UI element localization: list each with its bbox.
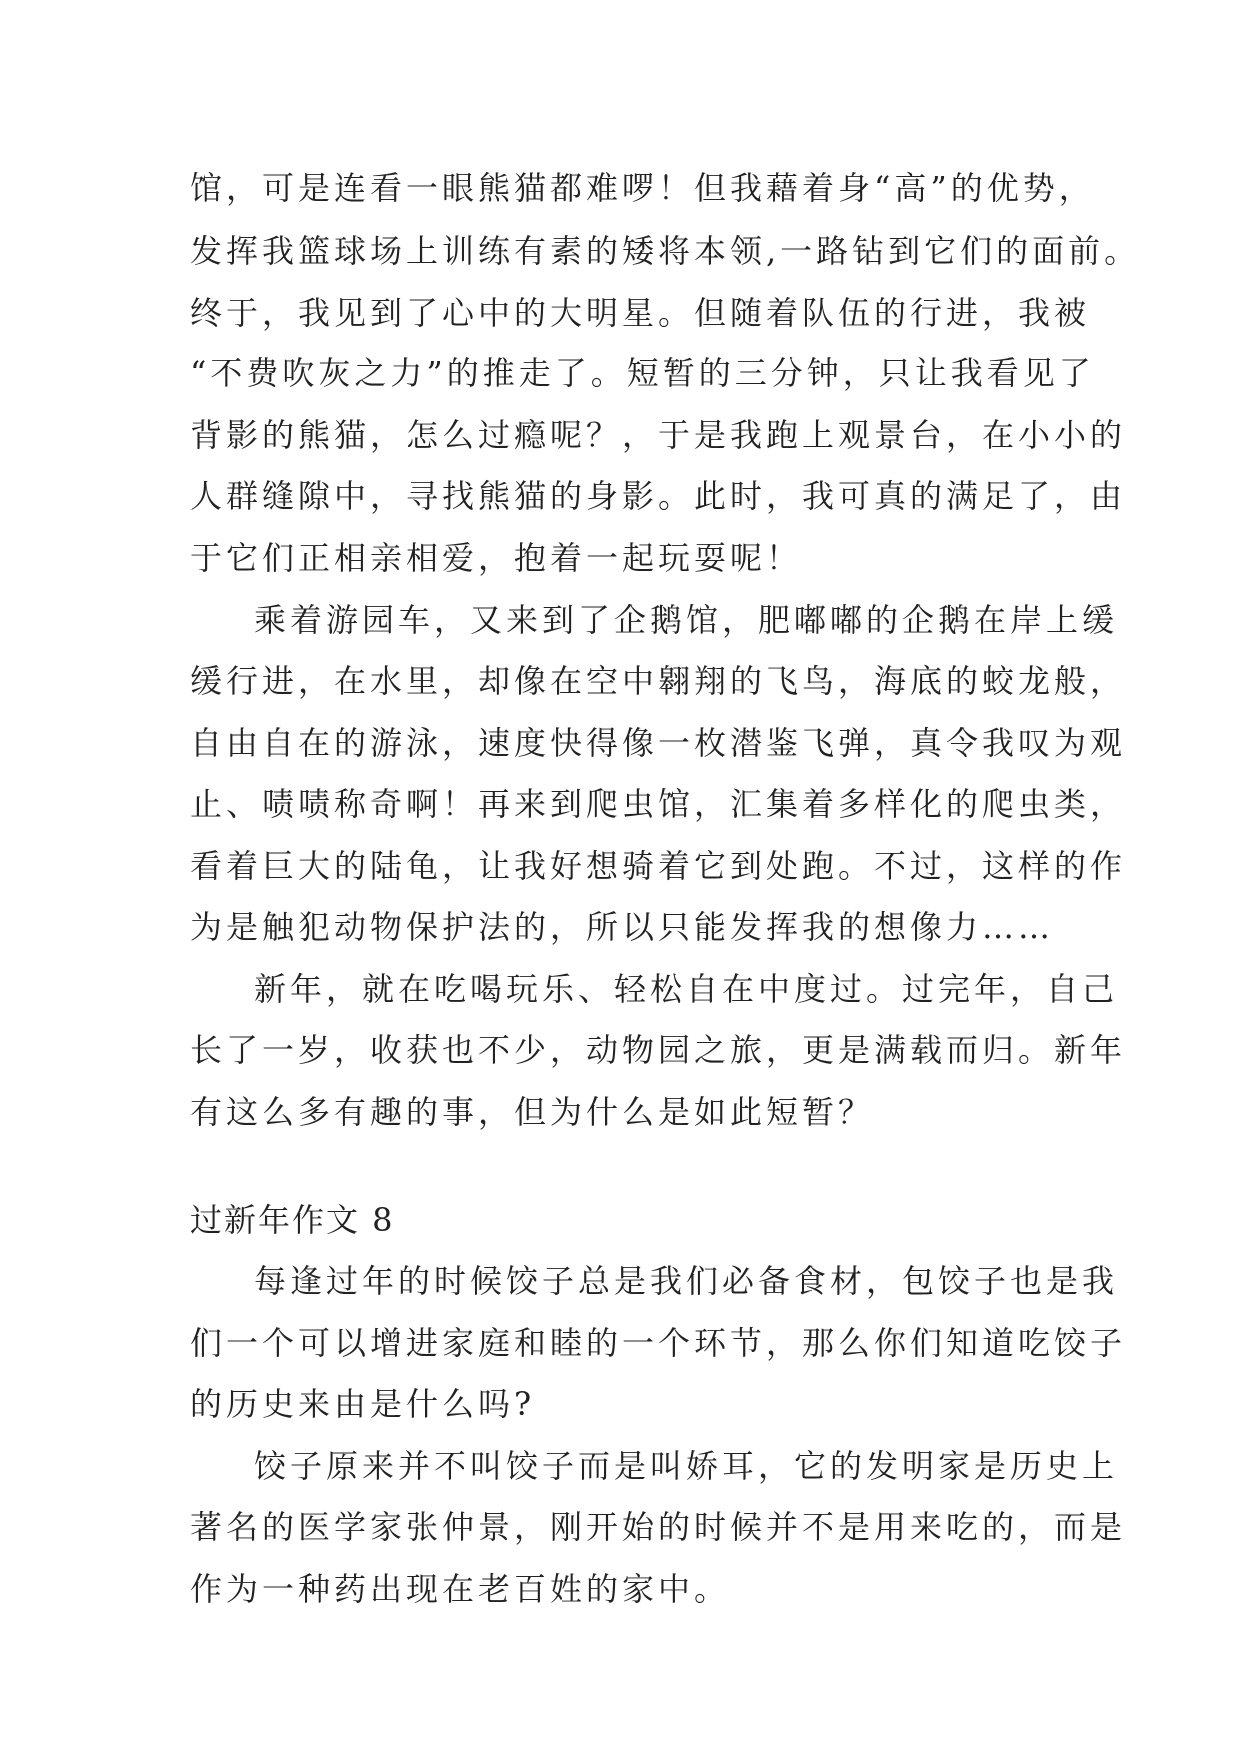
text-line: 人群缝隙中，寻找熊猫的身影。此时，我可真的满足了，由 bbox=[190, 477, 1127, 515]
text-line: 看着巨大的陆龟，让我好想骑着它到处跑。不过，这样的作 bbox=[190, 847, 1127, 885]
text-line: 饺子原来并不叫饺子而是叫娇耳，它的发明家是历史上 bbox=[254, 1447, 1119, 1485]
text-line: 的历史来由是什么吗? bbox=[190, 1385, 536, 1423]
text-line: 发挥我篮球场上训练有素的矮将本领,一路钻到它们的面前。 bbox=[190, 232, 1141, 270]
text-line: “不费吹灰之力”的推走了。短暂的三分钟，只让我看见了 bbox=[190, 354, 1095, 392]
text-line: 为是触犯动物保护法的，所以只能发挥我的想像力…… bbox=[190, 908, 1055, 946]
text-line: 新年，就在吃喝玩乐、轻松自在中度过。过完年，自己 bbox=[254, 970, 1119, 1008]
text-line: 馆，可是连看一眼熊猫都难啰！但我藉着身“高”的优势， bbox=[190, 169, 1095, 207]
text-line: 终于，我见到了心中的大明星。但随着队伍的行进，我被 bbox=[190, 294, 1091, 332]
text-line: 每逢过年的时候饺子总是我们必备食材，包饺子也是我 bbox=[254, 1262, 1119, 1300]
text-line: 乘着游园车，又来到了企鹅馆，肥嘟嘟的企鹅在岸上缓 bbox=[254, 601, 1119, 639]
text-line: 作为一种药出现在老百姓的家中。 bbox=[190, 1570, 731, 1608]
text-line: 们一个可以增进家庭和睦的一个环节，那么你们知道吃饺子 bbox=[190, 1324, 1127, 1362]
text-line: 背影的熊猫，怎么过瘾呢？，于是我跑上观景台，在小小的 bbox=[190, 416, 1127, 454]
text-line: 自由自在的游泳，速度快得像一枚潜鉴飞弹，真令我叹为观 bbox=[190, 724, 1127, 762]
text-line: 止、啧啧称奇啊！再来到爬虫馆，汇集着多样化的爬虫类， bbox=[190, 785, 1127, 823]
text-line: 著名的医学家张仲景，刚开始的时候并不是用来吃的，而是 bbox=[190, 1508, 1127, 1546]
text-line: 缓行进，在水里，却像在空中翱翔的飞鸟，海底的蛟龙般， bbox=[190, 662, 1127, 700]
text-line: 于它们正相亲相爱，抱着一起玩耍呢！ bbox=[190, 539, 803, 577]
text-line: 有这么多有趣的事，但为什么是如此短暂？ bbox=[190, 1093, 875, 1131]
section-heading: 过新年作文 8 bbox=[190, 1201, 395, 1239]
text-line: 长了一岁，收获也不少，动物园之旅，更是满载而归。新年 bbox=[190, 1031, 1127, 1069]
